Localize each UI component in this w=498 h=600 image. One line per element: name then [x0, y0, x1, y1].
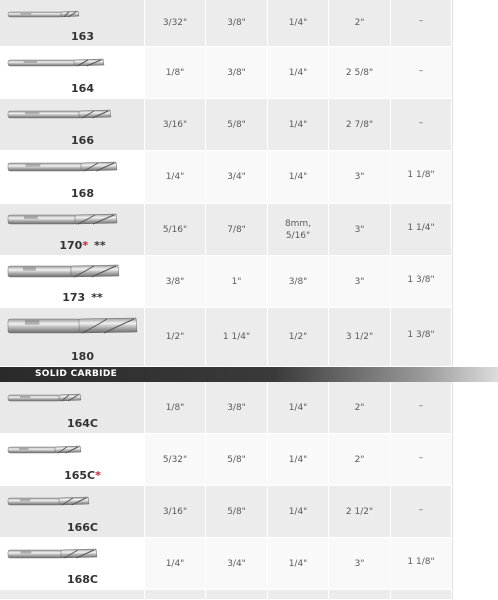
extra-dimension-value: –	[418, 400, 424, 411]
table-row	[0, 151, 498, 204]
extra-dimension-cell	[391, 486, 452, 538]
table-row	[0, 308, 498, 367]
bit-image-cell	[0, 486, 145, 538]
extra-dimension-value: –	[418, 65, 424, 76]
shank-diameter-cell	[268, 382, 329, 434]
blank-cell	[452, 99, 498, 151]
empty-cell	[391, 590, 452, 600]
router-bit-image	[7, 106, 113, 127]
shank-diameter-value: 1/4"	[288, 506, 308, 517]
empty-cell	[206, 590, 268, 600]
extra-dimension-value: 1 3/8"	[407, 330, 435, 340]
shank-diameter-cell	[268, 99, 329, 151]
cutting-diameter-value: 5/32"	[162, 454, 188, 465]
cutting-length-cell	[206, 382, 268, 434]
table-row	[0, 204, 498, 256]
cutting-length-value: 3/4"	[227, 172, 246, 182]
table-row	[0, 256, 498, 308]
router-bit-image	[7, 7, 81, 26]
router-bit-image	[7, 390, 83, 410]
bit-image-cell	[0, 382, 145, 434]
cutting-length-cell	[206, 47, 268, 99]
part-number	[0, 351, 145, 363]
extra-dimension-value: 1 1/4"	[407, 222, 435, 233]
shank-diameter-cell	[268, 204, 329, 256]
bit-image-cell	[0, 256, 145, 308]
part-number-text: 180	[71, 350, 94, 363]
cutting-diameter-cell	[145, 486, 206, 538]
cutting-diameter-cell	[145, 99, 206, 151]
cutting-length-cell	[206, 486, 268, 538]
cutting-length-value: 3/8"	[227, 67, 246, 78]
shank-diameter-cell	[268, 486, 329, 538]
extra-dimension-cell	[391, 382, 452, 434]
shank-diameter-cell	[268, 256, 329, 308]
overall-length-value: 3"	[354, 224, 365, 235]
router-bit-image	[7, 55, 106, 75]
extra-dimension-cell	[391, 308, 452, 367]
extra-dimension-value: 1 3/8"	[407, 274, 435, 285]
bit-image-cell	[0, 204, 145, 256]
router-bit-image	[7, 210, 119, 233]
bit-image-cell	[0, 0, 145, 47]
shank-diameter-value: 1/4"	[288, 67, 308, 78]
overall-length-cell	[329, 0, 391, 47]
cutting-length-cell	[206, 99, 268, 151]
part-number	[0, 574, 145, 586]
cutting-diameter-cell	[145, 434, 206, 486]
cutting-length-cell	[206, 256, 268, 308]
empty-cell	[268, 590, 329, 600]
shank-diameter-cell	[268, 308, 329, 367]
router-bit-image	[7, 493, 91, 514]
section-header-bar	[0, 367, 498, 382]
overall-length-value: 3 1/2"	[345, 332, 374, 342]
table-row	[0, 47, 498, 99]
overall-length-value: 2 1/2"	[345, 506, 374, 517]
cutting-length-value: 5/8"	[227, 506, 246, 517]
cutting-diameter-cell	[145, 204, 206, 256]
blank-cell	[452, 486, 498, 538]
overall-length-cell	[329, 486, 391, 538]
overall-length-cell	[329, 434, 391, 486]
shank-diameter-cell	[268, 47, 329, 99]
overall-length-cell	[329, 99, 391, 151]
extra-dimension-cell	[391, 0, 452, 47]
bit-image-cell	[0, 99, 145, 151]
part-number	[0, 83, 145, 95]
part-number	[0, 418, 145, 430]
cutting-length-value: 5/8"	[227, 119, 246, 130]
part-number-text: 166	[71, 134, 94, 147]
bit-image-cell	[0, 151, 145, 204]
cutting-length-value: 1 1/4"	[222, 332, 251, 342]
bit-image-cell	[0, 434, 145, 486]
part-number	[0, 31, 145, 43]
shank-diameter-value: 1/4"	[288, 454, 308, 465]
part-number	[0, 470, 145, 482]
blank-cell	[452, 538, 498, 590]
shank-diameter-value: 3/8"	[288, 276, 308, 287]
cutting-diameter-cell	[145, 382, 206, 434]
cutting-length-cell	[206, 434, 268, 486]
table-row	[0, 434, 498, 486]
table-row	[0, 0, 498, 47]
cutting-length-value: 1"	[231, 276, 242, 287]
cutting-diameter-value: 3/16"	[162, 119, 188, 130]
shank-diameter-value: 1/4"	[288, 402, 308, 413]
footnote-mark-double: **	[94, 239, 106, 252]
extra-dimension-cell	[391, 434, 452, 486]
overall-length-value: 3"	[354, 558, 365, 569]
footnote-mark: *	[82, 239, 89, 252]
footnote-mark-double: **	[91, 291, 103, 304]
cutting-diameter-value: 3/8"	[165, 276, 185, 287]
empty-cell	[145, 590, 206, 600]
blank-cell	[452, 151, 498, 204]
blank-cell	[452, 204, 498, 256]
overall-length-cell	[329, 308, 391, 367]
part-number	[0, 240, 145, 252]
extra-dimension-cell	[391, 204, 452, 256]
shank-diameter-cell	[268, 151, 329, 204]
cutting-length-cell	[206, 308, 268, 367]
overall-length-cell	[329, 256, 391, 308]
overall-length-cell	[329, 151, 391, 204]
shank-diameter-value: 1/2"	[288, 332, 308, 342]
table-row	[0, 538, 498, 590]
cutting-length-value: 3/8"	[227, 18, 246, 28]
extra-dimension-value: –	[418, 504, 424, 515]
part-number	[0, 135, 145, 147]
shank-diameter-value: 1/4"	[288, 172, 308, 182]
router-bit-image	[7, 261, 121, 286]
shank-diameter-value: 1/4"	[288, 558, 308, 569]
overall-length-value: 2"	[354, 18, 365, 28]
section-header-label: SOLID CARBIDE	[35, 369, 118, 379]
overall-length-value: 2 5/8"	[345, 67, 374, 78]
part-number	[0, 292, 145, 304]
blank-cell	[452, 256, 498, 308]
extra-dimension-value: –	[418, 16, 424, 26]
blank-cell	[452, 47, 498, 99]
overall-length-cell	[329, 47, 391, 99]
footnote-mark: *	[95, 469, 101, 482]
table-row-partial	[0, 590, 498, 600]
cutting-diameter-value: 5/16"	[162, 224, 188, 235]
part-number-text: 165C	[64, 469, 96, 482]
cutting-length-cell	[206, 151, 268, 204]
shank-diameter-value: 8mm, 5/16"	[284, 218, 312, 241]
cutting-diameter-cell	[145, 151, 206, 204]
blank-cell	[452, 382, 498, 434]
part-number-text: 168C	[66, 573, 99, 586]
cutting-diameter-cell	[145, 47, 206, 99]
bit-image-cell	[0, 308, 145, 367]
blank-cell	[452, 308, 498, 367]
part-number	[0, 188, 145, 200]
table-row	[0, 382, 498, 434]
cutting-diameter-cell	[145, 0, 206, 47]
overall-length-cell	[329, 382, 391, 434]
shank-diameter-cell	[268, 434, 329, 486]
part-number-text: 170	[59, 239, 83, 252]
router-bit-image	[7, 314, 139, 342]
cutting-length-value: 3/4"	[227, 558, 246, 569]
cutting-diameter-value: 3/16"	[162, 506, 188, 517]
cutting-length-cell	[206, 0, 268, 47]
cutting-diameter-cell	[145, 256, 206, 308]
part-number-text: 168	[71, 187, 94, 200]
extra-dimension-cell	[391, 538, 452, 590]
overall-length-value: 2 7/8"	[345, 119, 374, 130]
cutting-diameter-value: 1/4"	[165, 172, 185, 182]
bit-image-cell	[0, 47, 145, 99]
overall-length-value: 3"	[354, 276, 365, 287]
bit-image-cell	[0, 538, 145, 590]
cutting-diameter-value: 3/32"	[162, 18, 188, 28]
overall-length-cell	[329, 538, 391, 590]
table-row	[0, 486, 498, 538]
empty-cell	[329, 590, 391, 600]
shank-diameter-cell	[268, 538, 329, 590]
extra-dimension-value: 1 1/8"	[407, 170, 435, 180]
blank-cell	[452, 434, 498, 486]
part-number	[0, 522, 145, 534]
part-number-text: 173	[62, 291, 86, 304]
router-bit-image	[7, 545, 99, 567]
part-number-text: 164C	[66, 417, 99, 430]
blank-cell	[452, 0, 498, 47]
extra-dimension-value: –	[418, 452, 424, 463]
table-row	[0, 99, 498, 151]
empty-cell	[452, 590, 498, 600]
shank-diameter-value: 1/4"	[288, 119, 308, 130]
shank-diameter-value: 1/4"	[288, 18, 308, 28]
overall-length-cell	[329, 204, 391, 256]
cutting-diameter-cell	[145, 308, 206, 367]
empty-cell	[0, 590, 145, 600]
overall-length-value: 2"	[354, 402, 365, 413]
part-number-text: 166C	[66, 521, 99, 534]
cutting-length-value: 7/8"	[227, 224, 246, 235]
part-number-text: 164	[71, 82, 94, 95]
cutting-diameter-value: 1/2"	[165, 332, 185, 342]
cutting-diameter-cell	[145, 538, 206, 590]
cutting-diameter-value: 1/8"	[165, 67, 185, 78]
cutting-length-cell	[206, 204, 268, 256]
router-bit-image	[7, 158, 119, 180]
overall-length-value: 3"	[354, 172, 365, 182]
extra-dimension-cell	[391, 99, 452, 151]
shank-diameter-cell	[268, 0, 329, 47]
extra-dimension-cell	[391, 47, 452, 99]
cutting-length-cell	[206, 538, 268, 590]
extra-dimension-value: –	[418, 117, 424, 128]
extra-dimension-cell	[391, 256, 452, 308]
part-number-text: 163	[71, 30, 94, 43]
cutting-length-value: 3/8"	[227, 402, 246, 413]
extra-dimension-cell	[391, 151, 452, 204]
cutting-length-value: 5/8"	[227, 454, 246, 465]
router-bit-image	[7, 442, 83, 462]
cutting-diameter-value: 1/4"	[165, 558, 185, 569]
extra-dimension-value: 1 1/8"	[407, 556, 435, 567]
overall-length-value: 2"	[354, 454, 365, 465]
cutting-diameter-value: 1/8"	[165, 402, 185, 413]
